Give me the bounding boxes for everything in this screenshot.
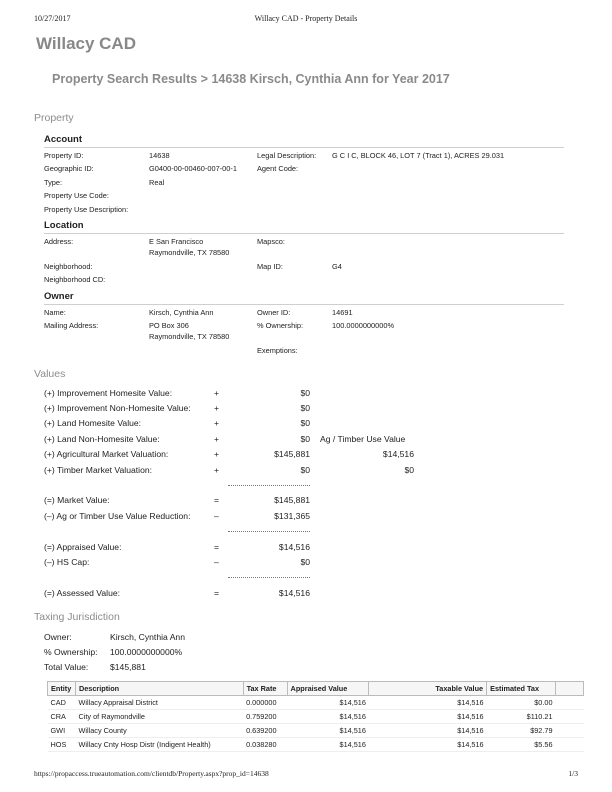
cell-description: Willacy Cnty Hosp Distr (Indigent Health) xyxy=(75,738,243,752)
value-operator: – xyxy=(214,557,219,567)
cell-estimated-tax: $0.00 xyxy=(487,696,556,710)
value-amount: $131,365 xyxy=(274,511,310,521)
mailing-address-line2: Raymondville, TX 78580 xyxy=(149,332,230,341)
owner-name-label: Name: xyxy=(44,308,66,317)
value-label: (+) Agricultural Market Valuation: xyxy=(44,449,169,459)
mailing-address-label: Mailing Address: xyxy=(44,321,99,330)
tj-owner-value: Kirsch, Cynthia Ann xyxy=(110,632,185,642)
value-label: (–) HS Cap: xyxy=(44,557,90,567)
geographic-id-label: Geographic ID: xyxy=(44,164,94,173)
type-value: Real xyxy=(149,178,165,187)
value-operator: = xyxy=(214,542,220,552)
value-operator: + xyxy=(214,403,220,413)
col-header-tax-rate: Tax Rate xyxy=(243,682,287,696)
owner-id-label: Owner ID: xyxy=(257,308,291,317)
value-operator: – xyxy=(214,511,219,521)
address-label: Address: xyxy=(44,237,74,246)
value-amount: $0 xyxy=(300,418,310,428)
table-row xyxy=(48,738,584,752)
table-row xyxy=(48,710,584,724)
value-label: (=) Market Value: xyxy=(44,495,110,505)
geographic-id-value: G0400-00-00460-007-00-1 xyxy=(149,164,237,173)
value-label: (+) Land Homesite Value: xyxy=(44,418,142,428)
cell-tax-rate: 0.038280 xyxy=(243,738,287,752)
print-footer xyxy=(34,769,578,781)
cell-description: Willacy Appraisal District xyxy=(75,696,243,710)
ownership-value: 100.0000000000% xyxy=(332,321,395,330)
print-url: https://propaccess.trueautomation.com/clientdb/Property.aspx?prop_id=14638 xyxy=(34,769,269,778)
account-title: Account xyxy=(44,134,82,145)
cell-tax-rate: 0.000000 xyxy=(243,696,287,710)
cell-estimated-tax: $110.21 xyxy=(487,710,556,724)
print-date: 10/27/2017 xyxy=(34,14,71,23)
agent-code-label: Agent Code: xyxy=(257,164,299,173)
values-separator xyxy=(228,577,310,578)
value-operator: + xyxy=(214,449,220,459)
owner-divider xyxy=(44,304,564,305)
cell-appraised-value: $14,516 xyxy=(287,710,369,724)
tax-table-header-row xyxy=(48,682,584,696)
col-header-description: Description xyxy=(75,682,243,696)
location-title: Location xyxy=(44,220,84,231)
mapsco-label: Mapsco: xyxy=(257,237,285,246)
legal-description-label: Legal Description: xyxy=(257,151,317,160)
map-id-value: G4 xyxy=(332,262,342,271)
table-row xyxy=(48,696,584,710)
property-use-description-label: Property Use Description: xyxy=(44,205,129,214)
cell-taxable-value: $14,516 xyxy=(369,738,487,752)
value-operator: = xyxy=(214,495,220,505)
site-title: Willacy CAD xyxy=(36,34,136,53)
address-line2: Raymondville, TX 78580 xyxy=(149,248,230,257)
cell-entity: GWI xyxy=(48,724,76,738)
timber-use-value: $0 xyxy=(404,465,414,475)
ag-use-value: $14,516 xyxy=(382,449,414,459)
value-operator: + xyxy=(214,418,220,428)
value-label: (+) Land Non-Homesite Value: xyxy=(44,434,160,444)
tj-ownership-label: % Ownership: xyxy=(44,647,98,657)
values-separator xyxy=(228,531,310,532)
type-label: Type: xyxy=(44,178,63,187)
map-id-label: Map ID: xyxy=(257,262,283,271)
value-operator: = xyxy=(214,588,220,598)
value-operator: + xyxy=(214,434,220,444)
ag-timber-header: Ag / Timber Use Value xyxy=(320,434,406,444)
print-title: Willacy CAD - Property Details xyxy=(254,14,358,23)
tj-total-value-label: Total Value: xyxy=(44,662,89,672)
value-label: (=) Assessed Value: xyxy=(44,588,121,598)
property-id-value: 14638 xyxy=(149,151,170,160)
value-amount: $145,881 xyxy=(274,449,310,459)
neighborhood-cd-label: Neighborhood CD: xyxy=(44,275,106,284)
property-id-label: Property ID: xyxy=(44,151,84,160)
col-header-estimated-tax: Estimated Tax xyxy=(487,682,556,696)
cell-entity: HOS xyxy=(48,738,76,752)
value-amount: $0 xyxy=(300,403,310,413)
taxing-section-title: Taxing Jurisdiction xyxy=(34,611,120,623)
account-divider xyxy=(44,147,564,148)
cell-estimated-tax: $5.56 xyxy=(487,738,556,752)
mailing-address-line1: PO Box 306 xyxy=(149,321,189,330)
value-amount: $0 xyxy=(300,434,310,444)
legal-description-value: G C I C, BLOCK 46, LOT 7 (Tract 1), ACRES 29.031 xyxy=(332,151,505,160)
value-amount: $14,516 xyxy=(278,542,310,552)
values-section-title: Values xyxy=(34,368,66,380)
cell-taxable-value: $14,516 xyxy=(369,696,487,710)
owner-name-value: Kirsch, Cynthia Ann xyxy=(149,308,214,317)
cell-appraised-value: $14,516 xyxy=(287,696,369,710)
col-header-blank xyxy=(556,682,584,696)
cell-appraised-value: $14,516 xyxy=(287,738,369,752)
values-separator xyxy=(228,485,310,486)
value-label: (+) Improvement Non-Homesite Value: xyxy=(44,403,191,413)
col-header-taxable-value: Taxable Value xyxy=(369,682,487,696)
location-divider xyxy=(44,233,564,234)
cell-taxable-value: $14,516 xyxy=(369,710,487,724)
tj-total-value: $145,881 xyxy=(110,662,146,672)
cell-entity: CAD xyxy=(48,696,76,710)
cell-description: Willacy County xyxy=(75,724,243,738)
value-operator: + xyxy=(214,465,220,475)
cell-appraised-value: $14,516 xyxy=(287,724,369,738)
col-header-appraised-value: Appraised Value xyxy=(287,682,369,696)
tax-table xyxy=(47,681,584,752)
value-amount: $145,881 xyxy=(274,495,310,505)
tj-owner-label: Owner: xyxy=(44,632,72,642)
value-amount: $0 xyxy=(300,465,310,475)
cell-taxable-value: $14,516 xyxy=(369,724,487,738)
property-use-code-label: Property Use Code: xyxy=(44,191,109,200)
tj-ownership-value: 100.0000000000% xyxy=(110,647,183,657)
value-label: (–) Ag or Timber Use Value Reduction: xyxy=(44,511,191,521)
owner-title: Owner xyxy=(44,291,74,302)
value-amount: $0 xyxy=(300,388,310,398)
cell-tax-rate: 0.759200 xyxy=(243,710,287,724)
ownership-label: % Ownership: xyxy=(257,321,304,330)
value-label: (+) Improvement Homesite Value: xyxy=(44,388,173,398)
value-label: (=) Appraised Value: xyxy=(44,542,122,552)
neighborhood-label: Neighborhood: xyxy=(44,262,93,271)
cell-entity: CRA xyxy=(48,710,76,724)
table-row xyxy=(48,724,584,738)
property-section-title: Property xyxy=(34,112,74,124)
cell-tax-rate: 0.639200 xyxy=(243,724,287,738)
cell-description: City of Raymondville xyxy=(75,710,243,724)
value-label: (+) Timber Market Valuation: xyxy=(44,465,153,475)
page-title: Property Search Results > 14638 Kirsch, Cynthia Ann for Year 2017 xyxy=(52,72,450,86)
exemptions-label: Exemptions: xyxy=(257,346,298,355)
print-page-number: 1/3 xyxy=(568,769,578,778)
col-header-entity: Entity xyxy=(48,682,76,696)
address-line1: E San Francisco xyxy=(149,237,204,246)
cell-estimated-tax: $92.79 xyxy=(487,724,556,738)
print-header xyxy=(34,14,578,26)
owner-id-value: 14691 xyxy=(332,308,353,317)
value-amount: $14,516 xyxy=(278,588,310,598)
value-amount: $0 xyxy=(300,557,310,567)
value-operator: + xyxy=(214,388,220,398)
